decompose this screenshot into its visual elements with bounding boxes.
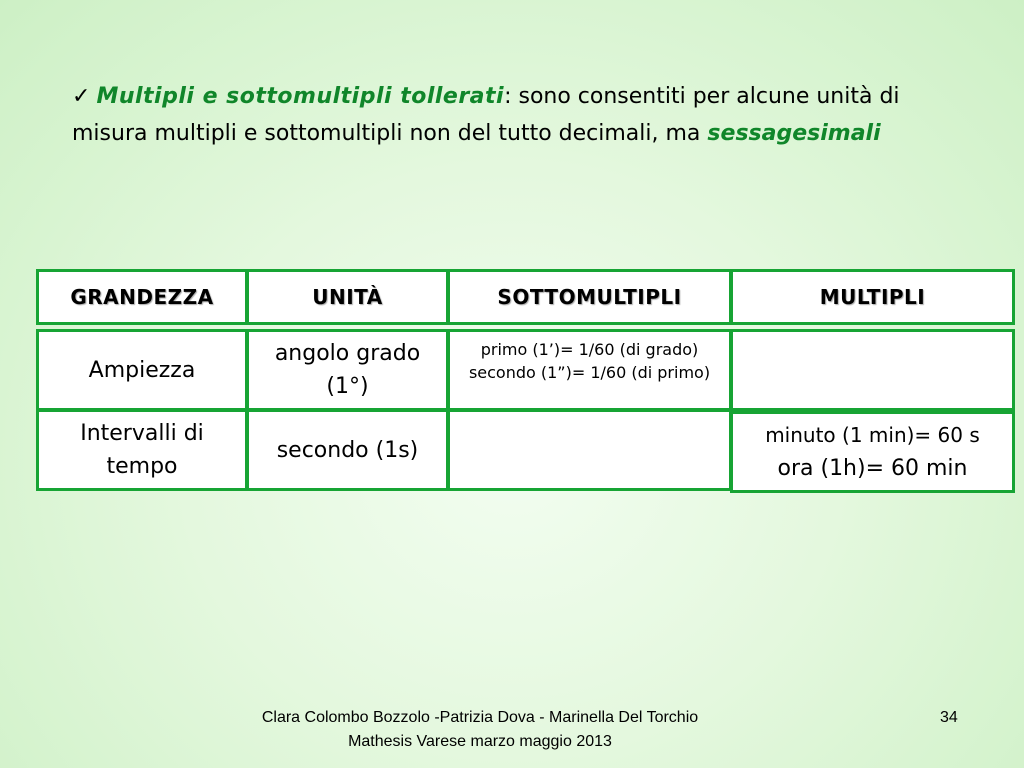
highlight-end: sessagesimali	[707, 121, 881, 146]
table-cell-sottomultipli: primo (1’)= 1/60 (di grado) secondo (1”)= 1/60 (di primo)	[447, 329, 732, 411]
table-cell-multipli	[730, 411, 1015, 493]
table-cell-unita: angolo grado (1°)	[246, 329, 449, 411]
multipli-line-minuto: minuto (1 min)= 60 s	[765, 423, 980, 447]
page-number: 34	[940, 709, 958, 726]
footer-credits	[160, 706, 800, 754]
table-cell-sottomultipli	[447, 409, 732, 491]
table-cell-unita: secondo (1s)	[246, 409, 449, 491]
table-cell-grandezza: Ampiezza	[36, 329, 248, 411]
intro-paragraph	[72, 78, 952, 152]
footer-authors: Clara Colombo Bozzolo -Patrizia Dova - Marinella Del Torchio	[261, 709, 699, 726]
highlight-label: Multipli e sottomultipli tollerati	[96, 84, 505, 109]
header-multipli: MULTIPLI	[730, 269, 1015, 325]
table-cell-multipli	[730, 329, 1015, 411]
footer-event: Mathesis Varese marzo maggio 2013	[348, 733, 612, 750]
header-unita: UNITÀ	[246, 269, 449, 325]
multipli-line-ora: ora (1h)= 60 min	[777, 456, 968, 481]
intro-text: : sono consentiti per alcune unità di misura multipli e sottomultipli non del tutto decimali, ma	[72, 84, 900, 146]
header-sottomultipli: SOTTOMULTIPLI	[447, 269, 732, 325]
table-cell-grandezza: Intervalli di tempo	[36, 409, 248, 491]
header-grandezza: GRANDEZZA	[36, 269, 248, 325]
checkmark-icon: ✓	[72, 84, 91, 109]
